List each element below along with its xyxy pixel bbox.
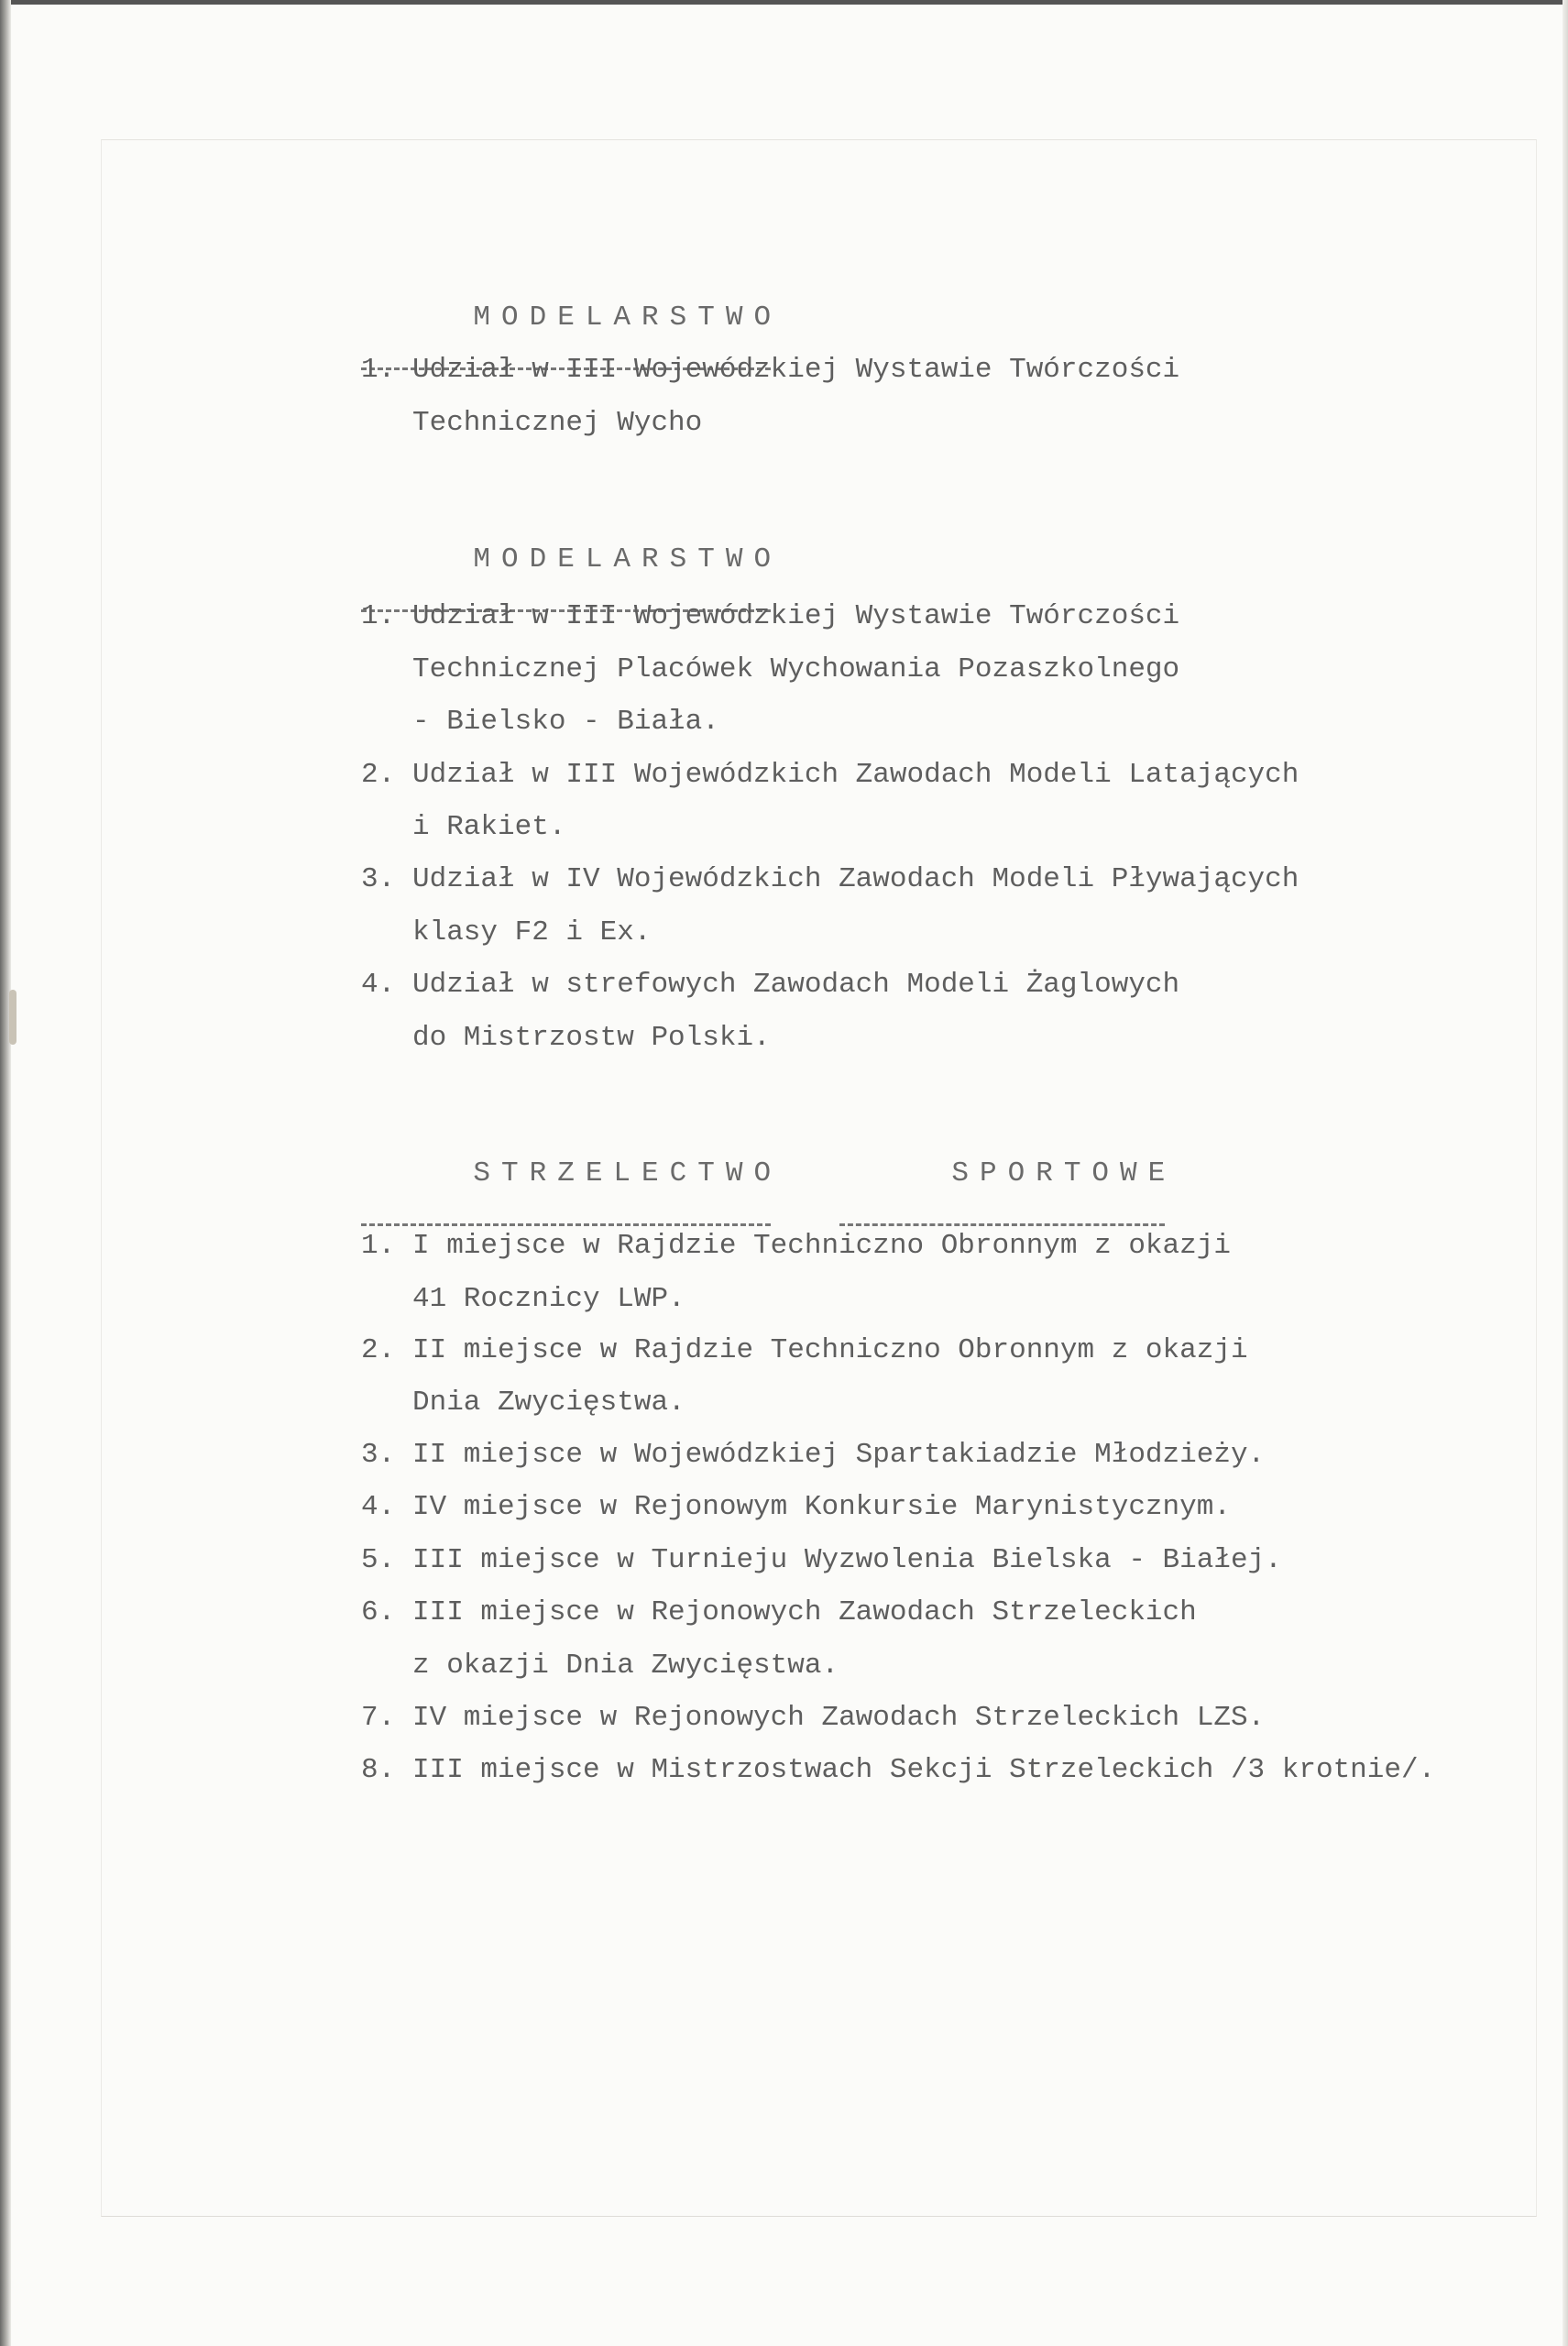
- item-text: Udział w III Wojewódzkich Zawodach Modeli Latających: [412, 759, 1299, 791]
- item-text: III miejsce w Turnieju Wyzwolenia Bielska - Białej.: [412, 1544, 1282, 1576]
- item-number: 3.: [361, 863, 396, 895]
- item-continuation: Technicznej Wycho: [412, 407, 703, 439]
- list-item: [361, 863, 1299, 895]
- item-number: 3.: [361, 1439, 396, 1471]
- item-number: 7.: [361, 1702, 396, 1734]
- list-item: [361, 1702, 1265, 1734]
- item-number: 2.: [361, 759, 396, 791]
- list-item: [361, 1491, 1231, 1523]
- item-number: 8.: [361, 1754, 396, 1786]
- item-number: 4.: [361, 1491, 396, 1523]
- item-continuation: z okazji Dnia Zwycięstwa.: [412, 1650, 839, 1682]
- section-heading-strzelectwo: [361, 1125, 782, 1290]
- list-item: [361, 759, 1299, 791]
- list-item: [361, 1439, 1265, 1471]
- item-number: 1.: [361, 600, 396, 632]
- item-number: 5.: [361, 1544, 396, 1576]
- item-continuation: do Mistrzostw Polski.: [412, 1022, 771, 1054]
- item-text: Udział w III Wojewódzkiej Wystawie Twórczości: [412, 600, 1180, 632]
- page-frame: [101, 139, 1537, 2217]
- paper-mark: [9, 990, 16, 1045]
- item-continuation: Dnia Zwycięstwa.: [412, 1387, 685, 1419]
- item-text: Udział w III Wojewódzkiej Wystawie Twórczości: [412, 354, 1180, 386]
- list-item: [361, 1544, 1282, 1576]
- item-text: II miejsce w Rajdzie Techniczno Obronnym z okazji: [412, 1334, 1248, 1366]
- scan-left-edge: [0, 0, 11, 2346]
- heading-text: SPORTOWE: [951, 1157, 1177, 1189]
- item-number: 1.: [361, 1230, 396, 1262]
- heading-underline: [361, 1223, 771, 1226]
- list-item: [361, 1596, 1197, 1628]
- list-item: [361, 354, 1179, 386]
- item-continuation: Technicznej Placówek Wychowania Pozaszkolnego: [412, 653, 1180, 685]
- heading-text: MODELARSTWO: [473, 301, 783, 334]
- item-continuation: - Bielsko - Biała.: [412, 706, 719, 738]
- list-item: [361, 1754, 1435, 1786]
- heading-text: MODELARSTWO: [473, 543, 783, 576]
- scan-top-edge: [0, 0, 1568, 5]
- item-number: 6.: [361, 1596, 396, 1628]
- heading-underline: [839, 1223, 1165, 1226]
- list-item: [361, 1334, 1248, 1366]
- item-text: II miejsce w Wojewódzkiej Spartakiadzie Młodzieży.: [412, 1439, 1266, 1471]
- item-continuation: i Rakiet.: [412, 811, 566, 843]
- item-continuation: klasy F2 i Ex.: [412, 916, 652, 948]
- list-item: [361, 969, 1179, 1001]
- item-text: Udział w strefowych Zawodach Modeli Żaglowych: [412, 969, 1180, 1001]
- item-number: 2.: [361, 1334, 396, 1366]
- item-text: IV miejsce w Rejonowym Konkursie Marynistycznym.: [412, 1491, 1231, 1523]
- item-continuation: 41 Rocznicy LWP.: [412, 1283, 685, 1315]
- item-text: I miejsce w Rajdzie Techniczno Obronnym z okazji: [412, 1230, 1231, 1262]
- section-heading-modelarstwo-2: [361, 511, 782, 676]
- item-text: IV miejsce w Rejonowych Zawodach Strzeleckich LZS.: [412, 1702, 1266, 1734]
- item-text: III miejsce w Mistrzostwach Sekcji Strzeleckich /3 krotnie/.: [412, 1754, 1436, 1786]
- item-text: III miejsce w Rejonowych Zawodach Strzeleckich: [412, 1596, 1197, 1628]
- item-number: 1.: [361, 354, 396, 386]
- section-heading-sportowe: [839, 1125, 1176, 1290]
- item-number: 4.: [361, 969, 396, 1001]
- list-item: [361, 1230, 1231, 1262]
- item-text: Udział w IV Wojewódzkich Zawodach Modeli Pływających: [412, 863, 1299, 895]
- list-item: [361, 600, 1179, 632]
- heading-text: STRZELECTWO: [473, 1157, 783, 1189]
- scan-right-edge: [1563, 0, 1568, 2346]
